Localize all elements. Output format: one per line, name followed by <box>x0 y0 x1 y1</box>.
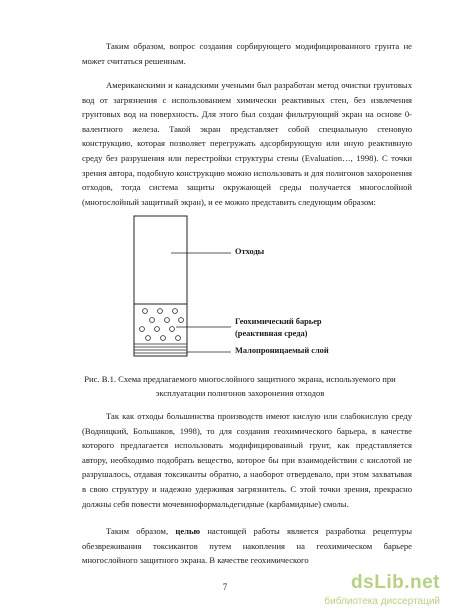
paragraph-1: Таким образом, вопрос создания сорбирующего модифицированного грунта не может считаться решенным. <box>82 41 412 66</box>
label-waste: Отходы <box>235 247 265 256</box>
paragraph-2: Американскими и канадскими учеными был разработан метод очистки грунтовых вод от загрязнения с использованием химически реактивных стен, без извлечения грунтовых вод на поверхность. Для этого был создан фильтрующий экран на основе 0-валентного железа. Такой экран представляет собой специальную стеновую конструкцию, которая позволяет перегружать адсорбирующую или иную реактивную среду без разрушения или перестройки структуры стены (Evaluation…, 1998). С точки зрения автора, подобную конструкцию можно использовать и для полигонов захоронения отходов, тогда система защиты окружающей среды получается многослойной (многослойный защитный экран), и ее можно представить следующим образом: <box>82 80 412 207</box>
paragraph-4-end: настоящей работы является разработка рецептуры обезвреживания токсикантов путем накопления на геохимическом барьере многослойного защитного экрана. В качестве геохимического <box>82 526 412 566</box>
watermark-brand: dsLib.net <box>351 572 440 593</box>
granule <box>150 318 155 323</box>
granule <box>179 318 184 323</box>
paragraph-3: Так как отходы большинства производств имеют кислую или слабокислую среду (Водницкий, Большаков, 1998), то для создания геохимического барьера, в качестве которого предлагается использовать модифицированный грунт, как представляется автору, необходимо подобрать вещество, которое бы при взаимодействии с кислотой не разрушалось, отдавая токсиканты обратно, а наоборот отвердевало, при этом захватывая в свою структуру и надежно удерживая загрязнитель. С этой точки зрения, прекрасно должны себя повести мочевиноформальдегидные (карбамидные) смолы. <box>82 411 412 509</box>
label-geochemical-barrier: Геохимический барьер <box>235 317 322 326</box>
page-number: 7 <box>222 582 228 592</box>
granule <box>173 309 178 314</box>
paragraph-4-emphasis: целью <box>175 526 201 536</box>
paragraph-4 <box>82 524 412 568</box>
figure-caption: Рис. В.1. Схема предлагаемого многослойного защитного экрана, используемого при эксплуатации полигонов захоронения отходов <box>84 374 396 398</box>
paragraph-4-start: Таким образом, <box>106 526 176 536</box>
watermark-logo[interactable] <box>280 572 440 612</box>
granule <box>176 336 181 341</box>
granule <box>146 336 151 341</box>
screen-outer-box <box>134 216 187 356</box>
granule <box>155 327 160 332</box>
granule <box>161 336 166 341</box>
granule <box>140 327 145 332</box>
granule <box>165 318 170 323</box>
label-low-permeability-layer: Малопроницаемый слой <box>235 346 329 355</box>
granule <box>143 309 148 314</box>
label-reactive-medium: (реактивная среда) <box>235 329 308 338</box>
granule <box>170 327 175 332</box>
granule <box>158 309 163 314</box>
watermark-subtitle: библиотека диссертаций <box>324 596 440 607</box>
